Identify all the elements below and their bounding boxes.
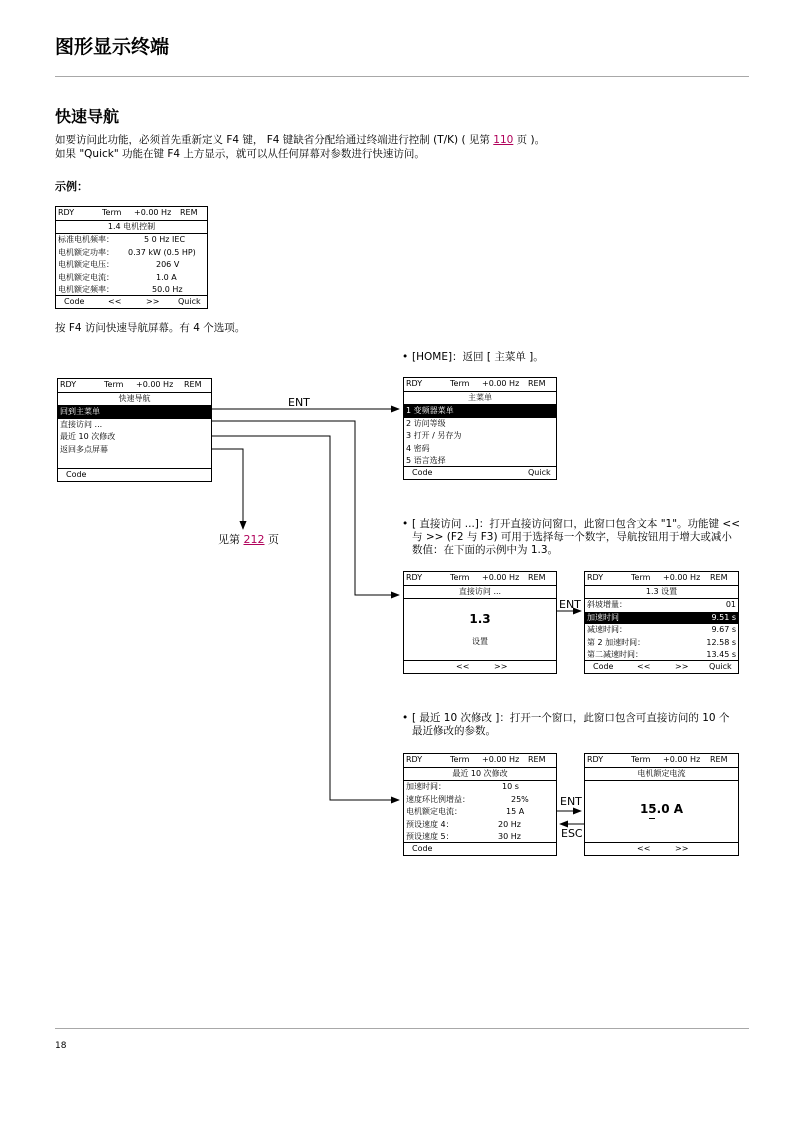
f1-key-label[interactable]: Code [593,662,614,671]
param-row[interactable]: 第二减速时间： 13.45 s [587,650,736,659]
f3-key-label[interactable]: >> [494,662,508,671]
menu-item-last-10-changes[interactable]: 最近 10 次修改 [60,432,116,441]
param-row[interactable]: 第 2 加速时间： 12.58 s [587,637,736,647]
f1-key-label[interactable]: Code [412,844,433,853]
bullet-direct-access: • [ 直接访问 ...]：打开直接访问窗口，此窗口包含文本 "1"。功能键 << 与 >> (F2 与 F3) 可用于选择每一个数字，导航按钮用于增大或减小 数值：在下面的示例中为 1.3。 [402,518,740,556]
status-bar: RDY Term +0.00 Hz REM [585,572,738,586]
param-row: 电机额定电压： 206 V [58,260,180,269]
param-row[interactable]: 加速时间： 10 s [406,782,519,791]
f2-key-label[interactable]: << [637,844,651,853]
screen-title: 直接访问 ... [404,586,556,600]
page-212-link[interactable]: 212 [243,533,265,546]
menu-item-direct-access[interactable]: 直接访问 ... [60,419,103,429]
status-freq: +0.00 Hz [134,208,172,217]
arrow-to-last-10 [212,436,399,800]
arrow-to-multipoint [212,449,243,529]
param-row[interactable]: 斜坡增量： 01 [587,600,736,609]
f2-key-label[interactable]: << [108,297,122,306]
status-bar: RDY Term +0.00 Hz REM [58,379,211,393]
menu-item-open-save[interactable]: 3 打开 / 另存为 [406,431,462,440]
page-110-link[interactable]: 110 [493,134,514,146]
f2-key-label[interactable]: << [456,662,470,671]
menu-item-access-level[interactable]: 2 访问等级 [406,418,446,428]
paragraph-1-text: 如要访问此功能，必须首先重新定义 F4 键， F4 键缺省分配给通过终端进行控制 (T/K) ( 见第 [55,134,494,146]
screen-title: 快速导航 [58,393,211,407]
status-bar: RDY Term +0.00 Hz REM [404,378,556,392]
f3-key-label[interactable]: >> [675,662,689,671]
status-term: Term [102,208,122,217]
arrow-to-direct-access [212,421,399,595]
f1-key-label[interactable]: Code [412,468,433,477]
section-title: 快速导航 [55,107,120,126]
status-bar: RDY Term +0.00 Hz REM [585,754,738,768]
screen-title: 主菜单 [404,392,556,406]
bullet-home: • [HOME]：返回 [ 主菜单 ]。 [402,351,544,363]
status-bar: RDY Term +0.00 Hz REM [404,572,556,586]
f4-key-label[interactable]: Quick [528,468,551,477]
f4-key-label[interactable]: Quick [709,662,732,671]
screen-title: 1.4 电机控制 [56,221,207,235]
page-title: 图形显示终端 [55,36,170,58]
screen-title: 1.3 设置 [585,586,738,600]
f1-key-label[interactable]: Code [66,470,87,479]
status-rem: REM [180,208,198,217]
motor-current-value[interactable]: 15.0 A [639,802,684,816]
instruction-text: 按 F4 访问快速导航屏幕。有 4 个选项。 [55,322,246,334]
param-row[interactable]: 电机额定电流： 15 A [406,807,525,816]
menu-item-multipoint[interactable]: 返回多点屏幕 [60,444,108,454]
status-rdy: RDY [58,208,75,217]
footer-divider [55,1028,749,1029]
ent-label: ENT [560,795,582,808]
param-row-selected[interactable]: 加速时间 9.51 s [585,612,738,625]
screen-title: 电机额定电流 [585,768,738,782]
paragraph-2: 如果 "Quick" 功能在键 F4 上方显示，就可以从任何屏幕对参数进行快速访问。 [55,148,425,160]
menu-item-drive-menu[interactable]: 1 变频器菜单 [404,405,556,418]
paragraph-1-end: 页 )。 [513,134,546,146]
param-row: 电机额定电流： 1.0 A [58,272,177,282]
param-row: 电机额定功率： 0.37 kW (0.5 HP) [58,247,196,257]
ent-label: ENT [288,396,310,409]
bullet-last-10: • [ 最近 10 次修改 ]：打开一个窗口，此窗口包含可直接访问的 10 个 最近修改的参数。 [402,712,730,737]
page-number: 18 [55,1041,67,1051]
f4-key-label[interactable]: Quick [178,297,201,306]
menu-item-main-menu[interactable]: 回到主菜单 [58,406,211,419]
direct-access-value[interactable]: 1.3 [469,612,491,626]
direct-access-subtitle: 设置 [472,637,488,646]
ent-label: ENT [559,598,581,611]
esc-label: ESC [561,827,583,840]
see-page-note: 见第 212 页 [218,533,279,546]
example-label: 示例： [55,180,88,193]
f1-key-label[interactable]: Code [64,297,85,306]
menu-item-language[interactable]: 5 语言选择 [406,456,446,465]
param-row[interactable]: 预设速度 4： 20 Hz [406,819,521,829]
f3-key-label[interactable]: >> [675,844,689,853]
param-row[interactable]: 预设速度 5： 30 Hz [406,832,521,841]
param-row: 标准电机频率： 5 0 Hz IEC [58,235,186,244]
menu-item-password[interactable]: 4 密码 [406,443,430,453]
screen-title: 最近 10 次修改 [404,768,556,782]
param-row[interactable]: 减速时间： 9.67 s [587,625,736,634]
param-row: 电机额定频率： 50.0 Hz [58,285,183,294]
f2-key-label[interactable]: << [637,662,651,671]
status-bar: RDY Term +0.00 Hz REM [404,754,556,768]
param-row[interactable]: 速度环比例增益： 25% [406,794,529,804]
f3-key-label[interactable]: >> [146,297,160,306]
